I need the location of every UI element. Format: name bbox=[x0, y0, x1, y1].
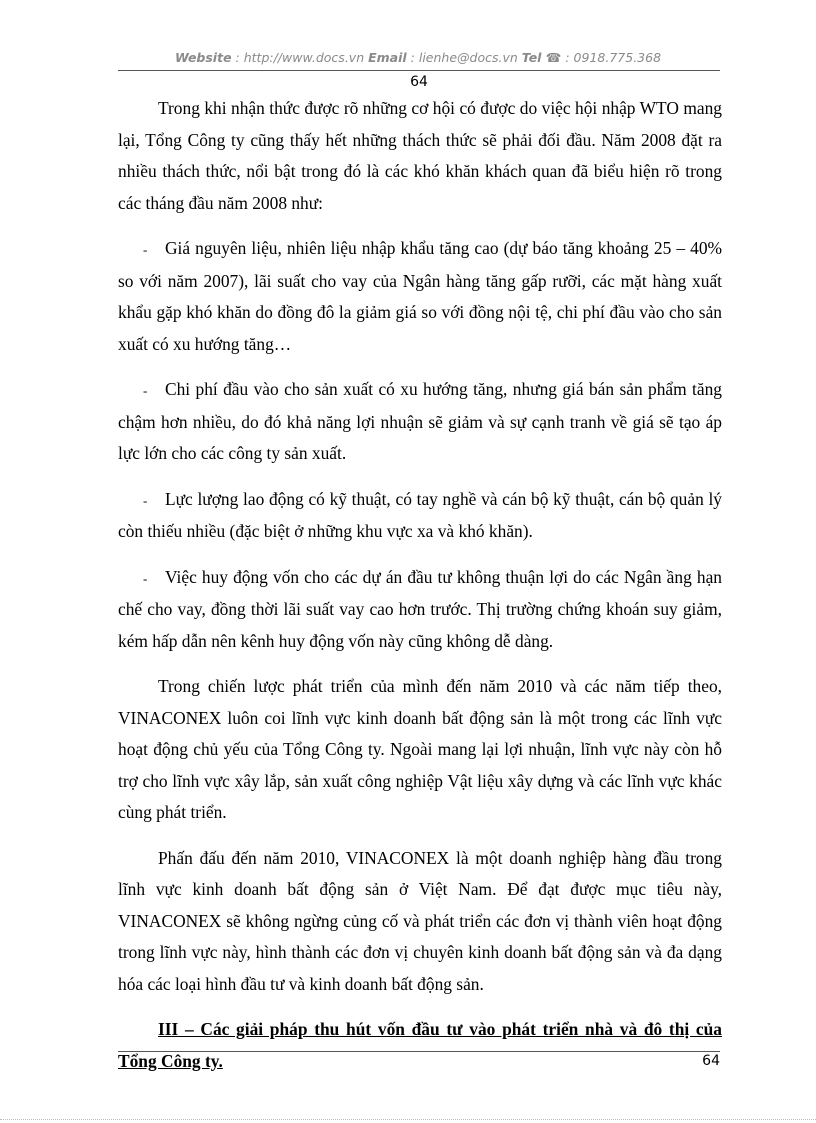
document-body bbox=[118, 93, 722, 1091]
tel-label: Tel ☎ bbox=[521, 50, 562, 65]
email-label: Email bbox=[368, 50, 407, 65]
header-divider bbox=[118, 70, 720, 71]
email-value: : lienhe@docs.vn bbox=[410, 50, 518, 65]
bullet-text: Lực lượng lao động có kỹ thuật, có tay nghề và cán bộ kỹ thuật, cán bộ quản lý còn thiếu nhiều (đặc biệt ở những khu vực xa và khó khăn). bbox=[118, 488, 722, 541]
footer-divider bbox=[118, 1051, 720, 1052]
bullet-marker: - bbox=[143, 242, 148, 257]
bullet-item bbox=[118, 484, 722, 548]
bullet-text: Giá nguyên liệu, nhiên liệu nhập khẩu tăng cao (dự báo tăng khoảng 25 – 40% so với năm 2007), lãi suất cho vay của Ngân hàng tăng gấp rưỡi, các mặt hàng xuất khẩu gặp khó khăn do đồng đô la giảm giá so với đồng nội tệ, chi phí đầu vào cho sản xuất có xu hướng tăng… bbox=[118, 238, 722, 354]
bullet-marker: - bbox=[143, 570, 148, 586]
page-number-top: 64 bbox=[410, 74, 428, 90]
section-heading: III – Các giải pháp thu hút vốn đầu tư vào phát triển nhà và đô thị của Tổng Công ty. bbox=[118, 1019, 722, 1071]
goal-paragraph: Phấn đấu đến năm 2010, VINACONEX là một doanh nghiệp hàng đầu trong lĩnh vực kinh doanh bất động sản ở Việt Nam. Để đạt được mục tiêu này, VINACONEX sẽ không ngừng củng cố và phát triển các đơn vị thành viên hoạt động trong lĩnh vực này, hình thành các đơn vị chuyên kinh doanh bất động sản và đa dạng hóa các loại hình đầu tư và kinh doanh bất động sản. bbox=[118, 847, 722, 994]
bullet-text: Chi phí đầu vào cho sản xuất có xu hướng tăng, nhưng giá bán sản phẩm tăng chậm hơn nhiều, do đó khả năng lợi nhuận sẽ giảm và sự cạnh tranh về giá sẽ tạo áp lực lớn cho các công ty sản xuất. bbox=[118, 379, 722, 463]
page-header bbox=[118, 50, 718, 65]
page-edge bbox=[0, 1119, 816, 1120]
page-number-bottom: 64 bbox=[702, 1053, 720, 1069]
bullet-text: Việc huy động vốn cho các dự án đầu tư không thuận lợi do các Ngân ầng hạn chế cho vay, đồng thời lãi suất vay cao hơn trước. Thị trường chứng khoán suy giảm, kém hấp dẫn nên kênh huy động vốn này cũng không dễ dàng. bbox=[118, 566, 722, 651]
tel-value: : 0918.775.368 bbox=[565, 50, 662, 65]
bullet-marker: - bbox=[143, 492, 148, 508]
bullet-item bbox=[118, 562, 722, 658]
bullet-item bbox=[118, 233, 722, 360]
strategy-paragraph: Trong chiến lược phát triển của mình đến năm 2010 và các năm tiếp theo, VINACONEX luôn coi lĩnh vực kinh doanh bất động sản là một trong các lĩnh vực hoạt động chủ yếu của Tổng Công ty. Ngoài mang lại lợi nhuận, lĩnh vực này còn hỗ trợ cho lĩnh vực xây lắp, sản xuất công nghiệp Vật liệu xây dựng và các lĩnh vực khác cùng phát triển. bbox=[118, 676, 722, 822]
intro-paragraph: Trong khi nhận thức được rõ những cơ hội có được do việc hội nhập WTO mang lại, Tổng Công ty cũng thấy hết những thách thức sẽ phải đối đầu. Năm 2008 đặt ra nhiều thách thức, nổi bật trong đó là các khó khăn khách quan đã biểu hiện rõ trong các tháng đầu năm 2008 như: bbox=[118, 98, 722, 213]
website-value: : http://www.docs.vn bbox=[235, 50, 365, 65]
bullet-item bbox=[118, 374, 722, 470]
bullet-marker: - bbox=[143, 383, 148, 398]
website-label: Website bbox=[174, 50, 232, 65]
